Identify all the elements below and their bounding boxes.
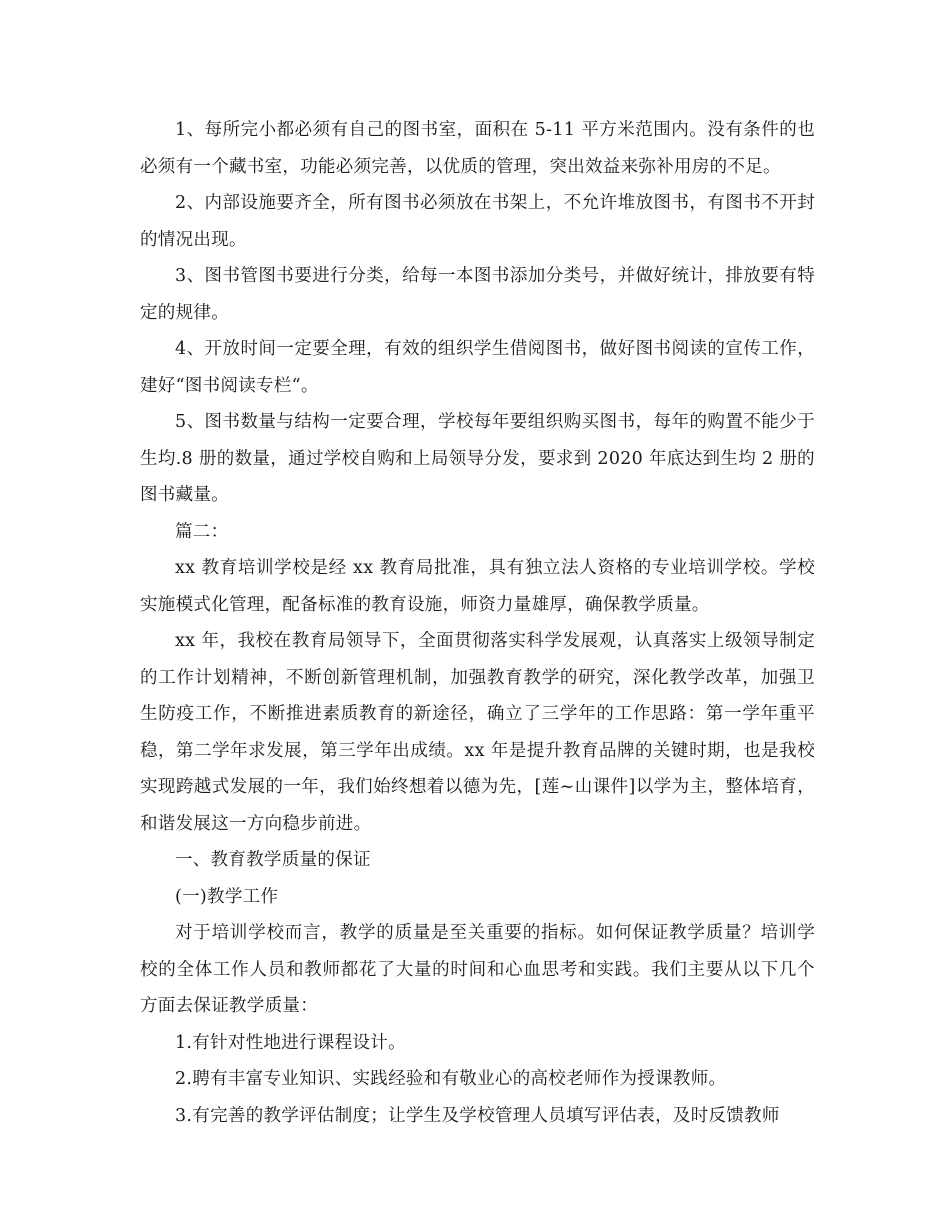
heading-quality-assurance: 一、教育教学质量的保证 <box>175 850 371 870</box>
subheading-teaching-work: (一)教学工作 <box>175 886 279 907</box>
list-item-evaluation: 3.有完善的教学评估制度；让学生及学校管理人员填写评估表，及时反馈教师 <box>175 1105 780 1126</box>
paragraph-school-intro: xx 教育培训学校是经 xx 教育局批准，具有独立法人资格的专业培训学校。学校实施模式化管理，配备标准的教育设施，师资力量雄厚，确保教学质量。 <box>140 558 815 615</box>
paragraph-book-quantity: 5、图书数量与结构一定要合理，学校每年要组织购买图书，每年的购置不能少于生均.8 册的数量，通过学校自购和上局领导分发，要求到 2020 年底达到生均 2 册的图书藏量。 <box>140 412 815 505</box>
section-heading-part-two: 篇二： <box>175 521 229 542</box>
list-item-teachers: 2.聘有丰富专业知识、实践经验和有敬业心的高校老师作为授课教师。 <box>175 1069 727 1089</box>
list-item-course-design: 1.有针对性地进行课程设计。 <box>175 1032 406 1053</box>
paragraph-opening-hours: 4、开放时间一定要全理，有效的组织学生借阅图书，做好图书阅读的宣传工作，建好“图书阅读专栏“。 <box>140 339 815 396</box>
paragraph-yearly-summary: xx 年，我校在教育局领导下，全面贯彻落实科学发展观，认真落实上级领导制定的工作计划精神，不断创新管理机制，加强教育教学的研究，深化教学改革，加强卫生防疫工作，不断推进素质教育的新途径，确立了三学年的工作思路：第一学年重平稳，第二学年求发展，第三学年出成绩。xx 年是提升教育品牌的关键时期，也是我校实现跨越式发展的一年，我们始终想着以德为先，[莲~山课件]以学为主，整体培育，和谐发展这一方向稳步前进。 <box>140 631 815 834</box>
paragraph-library-room: 1、每所完小都必须有自己的图书室，面积在 5-11 平方米范围内。没有条件的也必须有一个藏书室，功能必须完善，以优质的管理，突出效益来弥补用房的不足。 <box>140 120 815 177</box>
paragraph-facilities: 2、内部设施要齐全，所有图书必须放在书架上，不允许堆放图书，有图书不开封的情况出现。 <box>140 193 815 250</box>
paragraph-teaching-quality: 对于培训学校而言，教学的质量是至关重要的指标。如何保证教学质量？培训学校的全体工作人员和教师都花了大量的时间和心血思考和实践。我们主要从以下几个方面去保证教学质量： <box>140 923 815 1016</box>
paragraph-classification: 3、图书管图书要进行分类，给每一本图书添加分类号，并做好统计，排放要有特定的规律。 <box>140 266 815 323</box>
document-body <box>140 112 815 1134</box>
